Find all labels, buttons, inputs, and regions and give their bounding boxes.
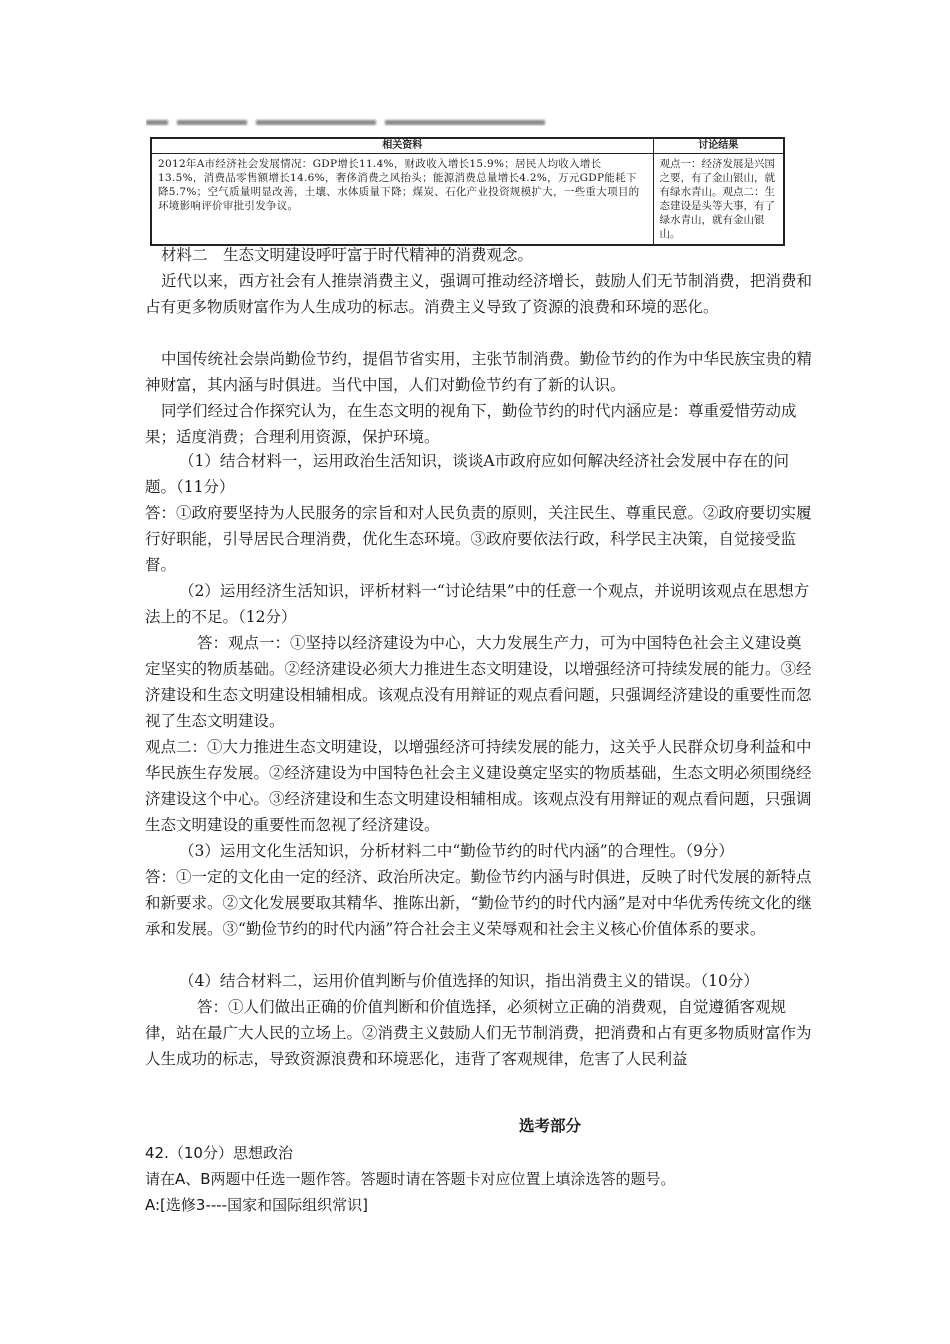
answer-2-view-2 <box>145 734 815 838</box>
question-text: （3）运用文化生活知识，分析材料二中“勤俭节约的时代内涵”的合理性。（9分） <box>179 842 734 860</box>
material-two-body-1 <box>145 268 815 320</box>
cropped-text-fragment <box>385 120 545 125</box>
paragraph: 中国传统社会崇尚勤俭节约，提倡节省实用，主张节制消费。勤俭节约的作为中华民族宝贵的精神财富，其内涵与时俱进。当代中国，人们对勤俭节约有了新的认识。 <box>145 350 813 394</box>
elective-block <box>145 1140 815 1218</box>
answer-1 <box>145 500 815 578</box>
answer-text: 答：观点一：①坚持以经济建设为中心，大力发展生产力，可为中国特色社会主义建设奠定坚实的物质基础。②经济建设必须大力推进生态文明建设，以增强经济可持续发展的能力。③经济建设和生态文明建设相辅相成。该观点没有用辩证的观点看问题，只强调经济建设的重要性而忽视了生态文明建设。 <box>145 634 812 730</box>
answer-2-view-1 <box>145 630 815 734</box>
question-text: （4）结合材料二，运用价值判断与价值选择的知识，指出消费主义的错误。（10分） <box>179 972 759 990</box>
question-42-option-a: A:[选修3----国家和国际组织常识] <box>145 1196 368 1214</box>
question-text: （2）运用经济生活知识，评析材料一“讨论结果”中的任意一个观点，并说明该观点在思想方法上的不足。（12分） <box>145 582 810 626</box>
answer-4 <box>145 994 815 1072</box>
paragraph: 近代以来，西方社会有人推崇消费主义，强调可推动经济增长，鼓励人们无节制消费，把消费和占有更多物质财富作为人生成功的标志。消费主义导致了资源的浪费和环境的恶化。 <box>145 272 813 316</box>
paragraph: 同学们经过合作探究认为，在生态文明的视角下，勤俭节约的时代内涵应是：尊重爱惜劳动成果；适度消费；合理利用资源，保护环境。 <box>145 402 797 446</box>
cropped-top-line <box>146 112 566 126</box>
table-cell-discussion-result: 观点一：经济发展是兴国之要，有了金山银山，就有绿水青山。观点二：生态建设是头等大事，有了绿水青山，就有金山银山。 <box>653 154 784 246</box>
material-one-table <box>150 137 785 246</box>
table-header-related-material: 相关资料 <box>151 138 653 154</box>
question-1 <box>145 448 815 500</box>
question-4 <box>145 968 815 994</box>
question-42-instruction: 请在A、B两题中任选一题作答。答题时请在答题卡对应位置上填涂选答的题号。 <box>145 1170 676 1188</box>
cropped-text-fragment <box>177 120 247 125</box>
section-title: 选考部分 <box>518 1116 581 1135</box>
question-2 <box>145 578 815 630</box>
question-3 <box>145 838 815 864</box>
cropped-text-fragment <box>256 120 376 125</box>
table-header-discussion-result: 讨论结果 <box>653 138 784 154</box>
question-text: （1）结合材料一，运用政治生活知识，谈谈A市政府应如何解决经济社会发展中存在的问题。（11分） <box>145 452 790 496</box>
answer-text: 观点二：①大力推进生态文明建设，以增强经济可持续发展的能力，这关乎人民群众切身利益和中华民族生存发展。②经济建设为中国特色社会主义建设奠定坚实的物质基础，生态文明必须围绕经济建设这个中心。③经济建设和生态文明建设相辅相成。该观点没有用辩证的观点看问题，只强调生态文明建设的重要性而忽视了经济建设。 <box>145 738 812 834</box>
question-42-heading: 42.（10分）思想政治 <box>145 1144 293 1162</box>
answer-3 <box>145 864 815 942</box>
answer-text: 答：①一定的文化由一定的经济、政治所决定。勤俭节约内涵与时俱进，反映了时代发展的新特点和新要求。②文化发展要取其精华、推陈出新，“勤俭节约的时代内涵”是对中华优秀传统文化的继承和发展。③“勤俭节约的时代内涵”符合社会主义荣辱观和社会主义核心价值体系的要求。 <box>145 868 812 938</box>
table-cell-related-material: 2012年A市经济社会发展情况：GDP增长11.4%，财政收入增长15.9%；居民人均收入增长13.5%，消费品零售额增长14.6%，奢侈消费之风抬头；能源消费总量增长4.2%，万元GDP能耗下降5.7%；空气质量明显改善，土壤、水体质量下降；煤炭、石化产业投资规模扩大，一些重大项目的环境影响评价审批引发争议。 <box>151 154 653 246</box>
paragraph: 材料二 生态文明建设呼吁富于时代精神的消费观念。 <box>161 246 534 264</box>
answer-text: 答：①人们做出正确的价值判断和价值选择，必须树立正确的消费观，自觉遵循客观规律，站在最广大人民的立场上。②消费主义鼓励人们无节制消费，把消费和占有更多物质财富作为人生成功的标志，导致资源浪费和环境恶化，违背了客观规律，危害了人民利益 <box>145 998 812 1068</box>
material-two-body-2 <box>145 346 815 398</box>
cropped-text-fragment <box>146 120 168 125</box>
material-two-body-3 <box>145 398 815 450</box>
answer-text: 答：①政府要坚持为人民服务的宗旨和对人民负责的原则，关注民生、尊重民意。②政府要切实履行好职能，引导居民合理消费，优化生态环境。③政府要依法行政，科学民主决策，自觉接受监督。 <box>145 504 812 574</box>
material-two-heading <box>145 242 815 268</box>
